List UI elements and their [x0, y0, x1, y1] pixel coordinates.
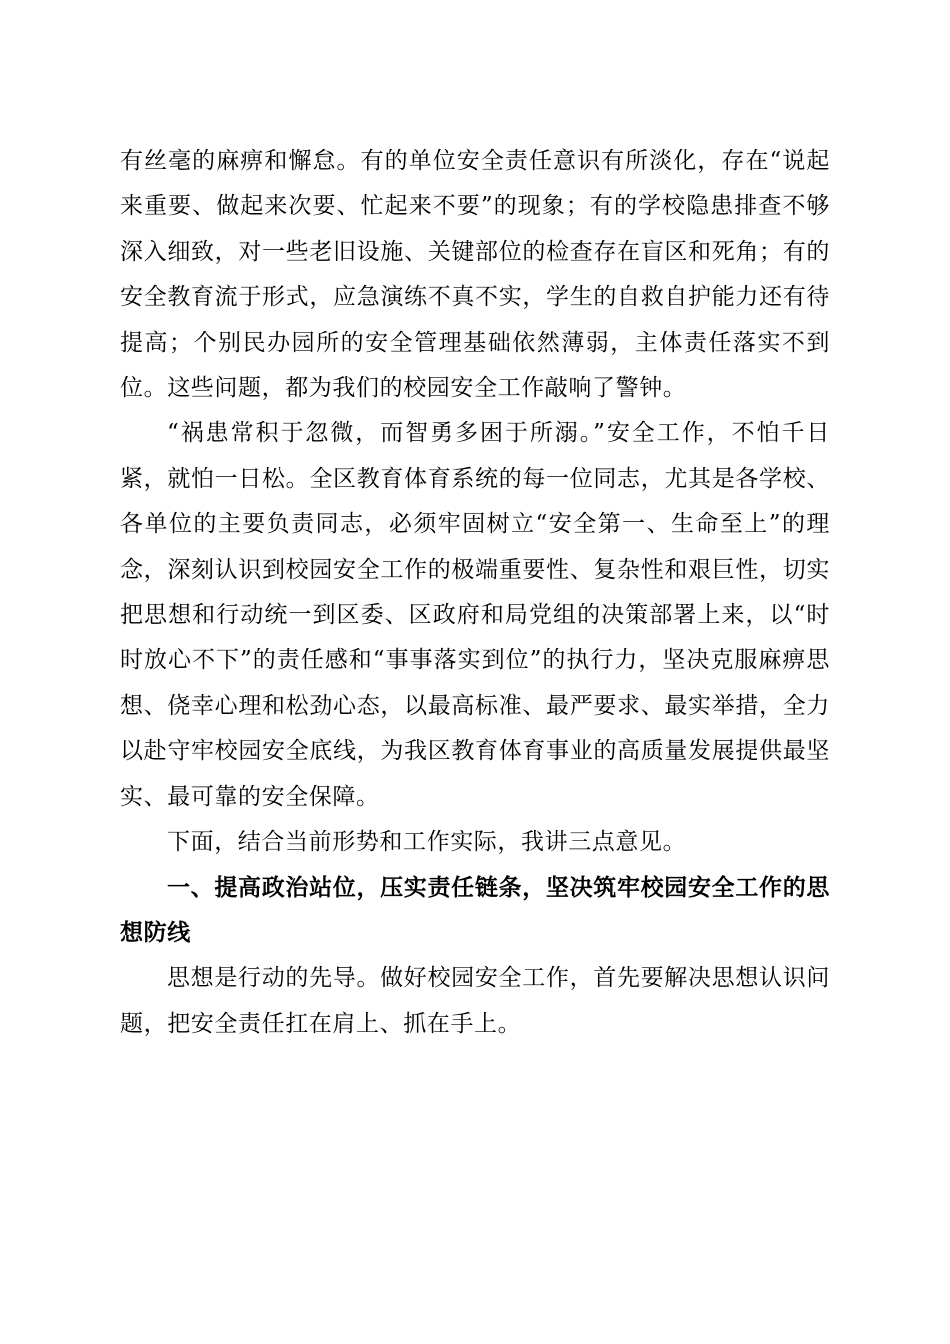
paragraph-body: 思想是行动的先导。做好校园安全工作，首先要解决思想认识问题，把安全责任扛在肩上、抓在手上。 — [120, 965, 830, 1037]
paragraph-body: “祸患常积于忽微，而智勇多困于所溺。”安全工作，不怕千日紧，就怕一日松。全区教育体育系统的每一位同志，尤其是各学校、各单位的主要负责同志，必须牢固树立“安全第一、生命至上”的理念，深刻认识到校园安全工作的极端重要性、复杂性和艰巨性，切实把思想和行动统一到区委、区政府和局党组的决策部署上来，以“时时放心不下”的责任感和“事事落实到位”的执行力，坚决克服麻痹思想、侥幸心理和松劲心态，以最高标准、最严要求、最实举措，全力以赴守牢校园安全底线，为我区教育体育事业的高质量发展提供最坚实、最可靠的安全保障。 — [120, 420, 830, 810]
paragraph-continuation: 有丝毫的麻痹和懈怠。有的单位安全责任意识有所淡化，存在“说起来重要、做起来次要、忙起来不要”的现象；有的学校隐患排查不够深入细致，对一些老旧设施、关键部位的检查存在盲区和死角；有的安全教育流于形式，应急演练不真不实，学生的自救自护能力还有待提高；个别民办园所的安全管理基础依然薄弱，主体责任落实不到位。这些问题，都为我们的校园安全工作敲响了警钟。 — [120, 148, 830, 402]
paragraph-body: 下面，结合当前形势和工作实际，我讲三点意见。 — [167, 829, 687, 856]
document-page — [120, 139, 830, 1047]
section-heading: 一、提高政治站位，压实责任链条，坚决筑牢校园安全工作的思想防线 — [120, 874, 830, 946]
